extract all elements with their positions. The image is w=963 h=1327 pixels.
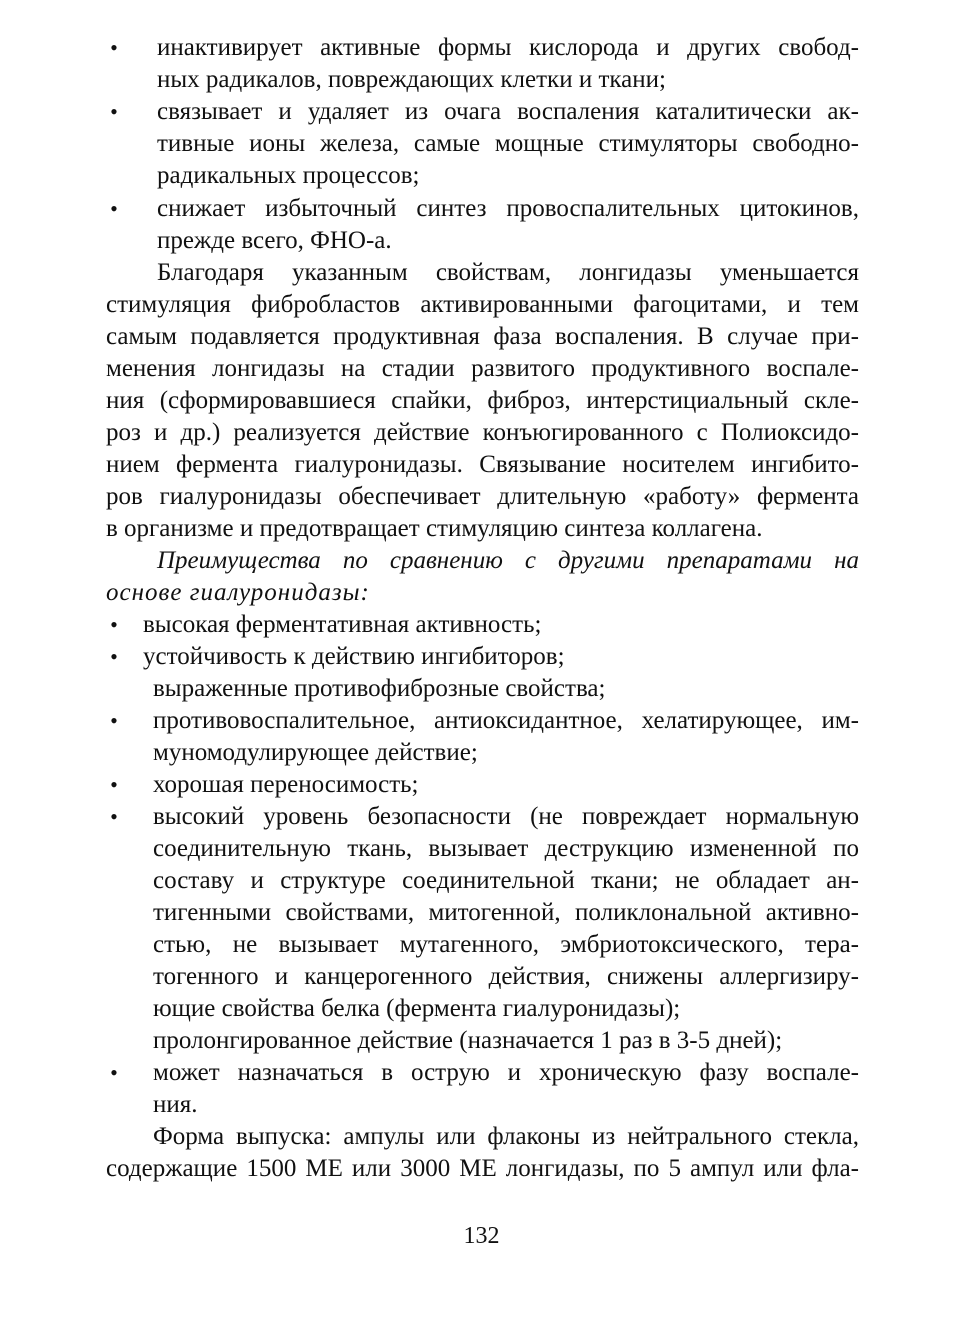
list-item-text: ных радикалов, повреждающих клетки и ткани; — [157, 66, 666, 93]
list-item-text: выраженные противофиброзные свойства; — [153, 675, 606, 702]
list-item-text: противовоспалительное, антиоксидантное, хелатирующее, им- — [153, 707, 859, 734]
paragraph-line: самым подавляется продуктивная фаза воспаления. В случае при- — [106, 323, 859, 350]
bullet-marker — [106, 1025, 122, 1057]
bullet-marker: • — [110, 1060, 118, 1085]
bullet-marker: • — [110, 772, 118, 797]
list-item-text: ющие свойства белка (фермента гиалуронидазы); — [153, 995, 681, 1022]
list-item-text: высокая ферментативная активность; — [143, 611, 542, 638]
list-item-text: хорошая переносимость; — [153, 771, 419, 798]
bullet-marker: • — [110, 35, 118, 60]
list-item-text: радикальных процессов; — [157, 162, 420, 189]
paragraph-line: роз и др.) реализуется действие конъюгированного с Полиоксидо- — [106, 419, 859, 446]
bullet-marker: • — [110, 804, 118, 829]
paragraph-line: нием фермента гиалуронидазы. Связывание носителем ингибито- — [106, 451, 859, 478]
paragraph-line: менения лонгидазы на стадии развитого продуктивного воспале- — [106, 355, 859, 382]
list-item-text: может назначаться в острую и хроническую фазу воспале- — [153, 1059, 859, 1086]
paragraph-line: Форма выпуска: ампулы или флаконы из нейтрального стекла, — [153, 1123, 859, 1150]
paragraph-line: ров гиалуронидазы обеспечивает длительную «работу» фермента — [106, 483, 859, 510]
list-item-text: тогенного и канцерогенного действия, снижены аллергизиру- — [153, 963, 859, 990]
list-item-text: ния. — [153, 1091, 198, 1118]
bullet-marker: • — [110, 99, 118, 124]
paragraph-line: Благодаря указанным свойствам, лонгидазы уменьшается — [157, 259, 859, 286]
list-item-text: соединительную ткань, вызывает деструкцию измененной по — [153, 835, 859, 862]
list-item-text: стью, не вызывает мутагенного, эмбриотоксического, тера- — [153, 931, 859, 958]
list-item-text: снижает избыточный синтез провоспалительных цитокинов, — [157, 195, 859, 222]
list-item-text: инактивирует активные формы кислорода и других свобод- — [157, 34, 859, 61]
list-item-text: составу и структуре соединительной ткани; не обладает ан- — [153, 867, 859, 894]
list-item-text: прежде всего, ФНО-а. — [157, 227, 392, 254]
list-item-text: высокий уровень безопасности (не повреждает нормальную — [153, 803, 859, 830]
paragraph-line: стимуляция фибробластов активированными фагоцитами, и тем — [106, 291, 859, 318]
list-item-text: муномодулирующее действие; — [153, 739, 478, 766]
list-item-text: связывает и удаляет из очага воспаления каталитически ак- — [157, 98, 859, 125]
bullet-marker: • — [110, 612, 118, 637]
heading-line: Преимущества по сравнению с другими препаратами на — [157, 547, 859, 574]
bullet-marker — [106, 673, 122, 705]
list-item-text: тигенными свойствами, митогенной, поликлональной активно- — [153, 899, 859, 926]
list-item-text: устойчивость к действию ингибиторов; — [143, 643, 565, 670]
bullet-marker: • — [110, 644, 118, 669]
heading-line: основе гиалуронидазы: — [106, 579, 370, 606]
paragraph-line: ния (сформировавшиеся спайки, фиброз, интерстициальный скле- — [106, 387, 859, 414]
paragraph-line: в организме и предотвращает стимуляцию синтеза коллагена. — [106, 515, 763, 542]
page-number: 132 — [463, 1223, 500, 1249]
list-item-text: пролонгированное действие (назначается 1 раз в 3-5 дней); — [153, 1027, 783, 1054]
list-item-text: тивные ионы железа, самые мощные стимуляторы свободно- — [157, 130, 859, 157]
bullet-marker: • — [110, 708, 118, 733]
bullet-marker: • — [110, 196, 118, 221]
paragraph-line: содержащие 1500 МЕ или 3000 МЕ лонгидазы, по 5 ампул или фла- — [106, 1155, 859, 1182]
